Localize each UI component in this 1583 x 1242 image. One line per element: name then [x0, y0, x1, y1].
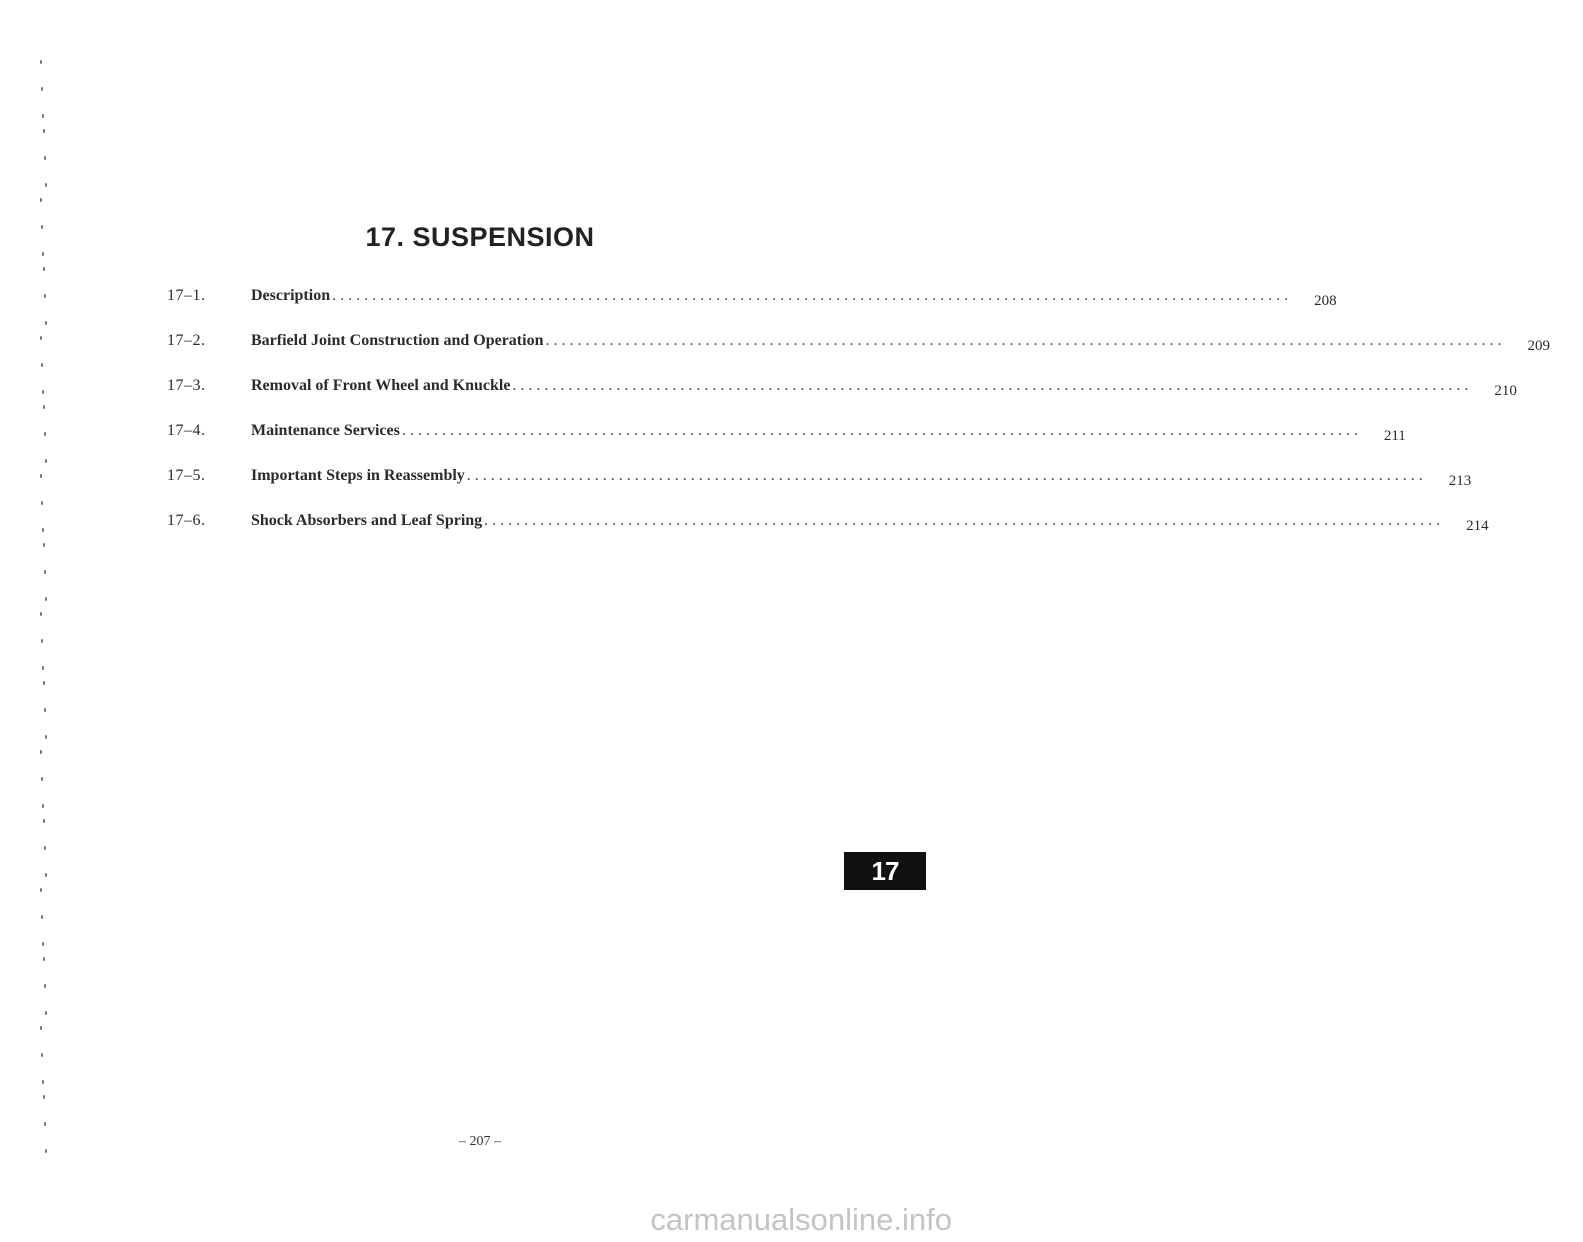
toc-entry-page: 214 — [1466, 518, 1489, 534]
binding-mark — [42, 1080, 44, 1084]
binding-mark — [44, 156, 46, 160]
binding-mark — [43, 129, 45, 133]
binding-mark — [44, 1122, 46, 1126]
binding-mark — [41, 87, 43, 91]
toc-entry-title: Description — [251, 287, 331, 304]
binding-mark — [43, 957, 45, 961]
toc-entry-number: 17–4. — [167, 422, 206, 439]
binding-mark — [44, 294, 46, 298]
binding-mark — [44, 432, 46, 436]
toc-entry-page: 209 — [1527, 338, 1550, 354]
binding-mark — [43, 681, 45, 685]
toc-leader-dots: ........................................................................................................................ — [332, 287, 1293, 304]
binding-mark — [43, 267, 45, 271]
chapter-title: 17. SUSPENSION — [365, 222, 595, 252]
section-tab-marker: 17 — [844, 852, 926, 890]
watermark: carmanualsonline.info — [650, 1202, 952, 1237]
toc-entry-page: 213 — [1448, 473, 1472, 489]
toc-entry[interactable] — [167, 287, 1337, 332]
binding-mark — [44, 570, 46, 574]
toc-leader-dots: ........................................................................................................................ — [484, 512, 1445, 529]
binding-mark — [45, 459, 47, 463]
binding-mark — [40, 336, 42, 340]
toc-entry-number: 17–1. — [167, 287, 206, 304]
binding-mark — [44, 984, 46, 988]
toc-entry[interactable] — [167, 422, 1406, 467]
binding-mark — [42, 804, 44, 808]
binding-mark — [40, 612, 42, 616]
toc-entry[interactable] — [167, 512, 1489, 557]
binding-mark — [40, 888, 42, 892]
binding-mark — [43, 1095, 45, 1099]
binding-mark — [41, 1053, 43, 1057]
toc-entry[interactable] — [167, 332, 1550, 377]
toc-leader-dots: ........................................................................................................................ — [466, 467, 1427, 484]
toc-leader-dots: ........................................................................................................................ — [401, 422, 1362, 439]
page-number: – 207 – — [459, 1134, 501, 1149]
toc-entry-title: Important Steps in Reassembly — [251, 467, 465, 484]
toc-entry-number: 17–2. — [167, 332, 206, 349]
binding-mark — [42, 528, 44, 532]
binding-mark — [40, 1026, 42, 1030]
binding-mark — [43, 819, 45, 823]
binding-mark — [45, 597, 47, 601]
binding-mark — [41, 639, 43, 643]
toc-leader-dots: ........................................................................................................................ — [512, 377, 1473, 394]
toc-entry-title: Maintenance Services — [251, 422, 400, 439]
binding-mark — [41, 501, 43, 505]
binding-mark — [45, 1011, 47, 1015]
binding-mark — [45, 183, 47, 187]
binding-mark — [41, 915, 43, 919]
binding-mark — [45, 735, 47, 739]
binding-mark — [42, 390, 44, 394]
table-of-contents — [167, 287, 1550, 557]
binding-mark — [41, 363, 43, 367]
binding-mark — [40, 198, 42, 202]
toc-entry-title: Barfield Joint Construction and Operation — [251, 332, 544, 349]
toc-entry-number: 17–5. — [167, 467, 206, 484]
binding-mark — [45, 873, 47, 877]
toc-entry-number: 17–6. — [167, 512, 206, 529]
binding-mark — [43, 405, 45, 409]
toc-leader-dots: ........................................................................................................................ — [545, 332, 1506, 349]
toc-entry[interactable] — [167, 467, 1472, 512]
toc-entry-number: 17–3. — [167, 377, 206, 394]
binding-mark — [42, 942, 44, 946]
binding-mark — [42, 666, 44, 670]
toc-entry-page: 211 — [1383, 428, 1406, 444]
binding-mark — [45, 321, 47, 325]
toc-entry-page: 210 — [1494, 383, 1517, 399]
binding-mark — [40, 750, 42, 754]
toc-entry-page: 208 — [1314, 293, 1337, 309]
binding-mark — [40, 60, 42, 64]
toc-entry[interactable] — [167, 377, 1517, 422]
binding-mark — [43, 543, 45, 547]
binding-mark — [40, 474, 42, 478]
binding-mark — [44, 708, 46, 712]
binding-mark — [41, 777, 43, 781]
toc-entry-title: Shock Absorbers and Leaf Spring — [251, 512, 483, 529]
toc-entry-title: Removal of Front Wheel and Knuckle — [251, 377, 511, 394]
binding-mark — [44, 846, 46, 850]
binding-mark — [42, 114, 44, 118]
